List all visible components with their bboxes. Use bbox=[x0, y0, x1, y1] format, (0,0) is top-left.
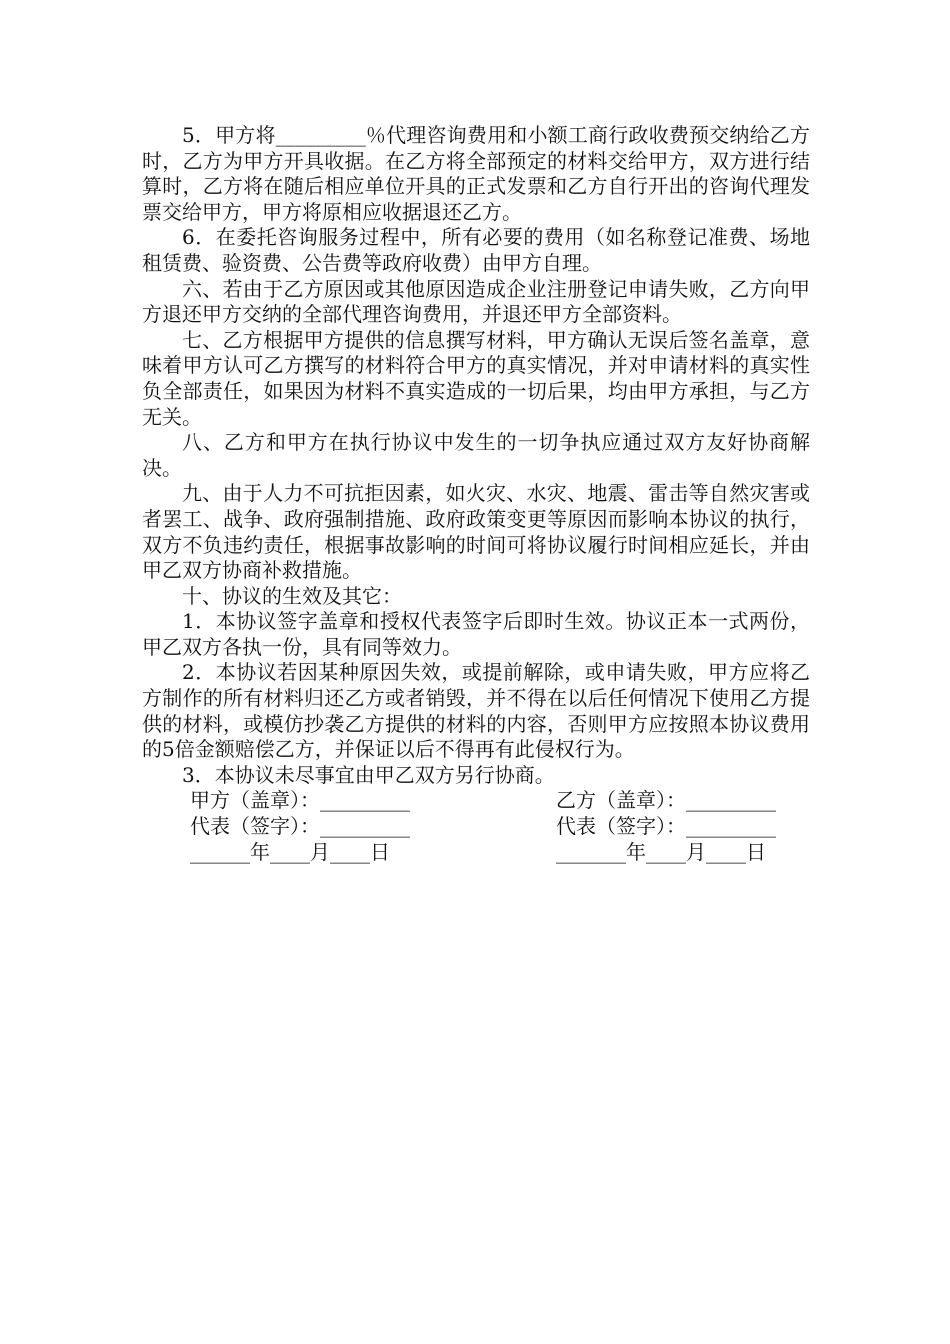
clause-six-refund: 六、若由于乙方原因或其他原因造成企业注册登记申请失败，乙方向甲方退还甲方交纳的全部代理咨询费用，并退还甲方全部资料。 bbox=[142, 276, 810, 327]
clause-ten-3-other: 3．本协议未尽事宜由甲乙双方另行协商。 bbox=[182, 762, 555, 787]
clause-5-prepayment: 5．甲方将_________％代理咨询费用和小额工商行政收费预交纳给乙方时，乙方为甲方开具收据。在乙方将全部预定的材料交给甲方，双方进行结算时，乙方将在随后相应单位开具的正式发票和乙方自行开出的咨询代理发票交给甲方，甲方将原相应收据退还乙方。 bbox=[142, 123, 810, 224]
signature-row-seal bbox=[142, 788, 810, 814]
signature-row-representative bbox=[142, 814, 810, 840]
clause-ten-heading: 十、协议的生效及其它： bbox=[182, 583, 402, 608]
party-a-date-field: ______年____月____日 bbox=[190, 839, 390, 864]
party-a-rep-field: 代表（签字）：_________ bbox=[190, 814, 410, 839]
clause-ten-1-effect: 1．本协议签字盖章和授权代表签字后即时生效。协议正本一式两份，甲乙双方各执一份，具有同等效力。 bbox=[142, 609, 810, 659]
clause-ten-2-termination: 2．本协议若因某种原因失效，或提前解除，或申请失败，甲方应将乙方制作的所有材料归还乙方或者销毁，并不得在以后任何情况下使用乙方提供的材料，或模仿抄袭乙方提供的材料的内容，否则甲方应按照本协议费用的5倍金额赔偿乙方，并保证以后不得再有此侵权行为。 bbox=[142, 660, 810, 762]
signature-row-date bbox=[142, 840, 810, 866]
agreement-body bbox=[142, 123, 810, 865]
party-a-seal-field: 甲方（盖章）：_________ bbox=[190, 788, 410, 813]
clause-6-expenses: 6．在委托咨询服务过程中，所有必要的费用（如名称登记准费、场地租赁费、验资费、公告费等政府收费）由甲方自理。 bbox=[142, 225, 810, 275]
clause-seven-materials: 七、乙方根据甲方提供的信息撰写材料，甲方确认无误后签名盖章，意味着甲方认可乙方撰写的材料符合甲方的真实情况，并对申请材料的真实性负全部责任，如果因为材料不真实造成的一切后果，均由甲方承担，与乙方无关。 bbox=[142, 327, 810, 429]
clause-eight-disputes: 八、乙方和甲方在执行协议中发生的一切争执应通过双方友好协商解决。 bbox=[142, 430, 810, 480]
party-b-date-field: _______年____月____日 bbox=[556, 839, 766, 864]
clause-nine-force-majeure: 九、由于人力不可抗拒因素，如火灾、水灾、地震、雷击等自然灾害或者罢工、战争、政府强制措施、政府政策变更等原因而影响本协议的执行，双方不负违约责任，根据事故影响的时间可将协议履行时间相应延长，并由甲乙双方协商补救措施。 bbox=[142, 481, 810, 583]
party-b-rep-field: 代表（签字）：_________ bbox=[556, 814, 776, 839]
party-b-seal-field: 乙方（盖章）：_________ bbox=[556, 788, 776, 813]
